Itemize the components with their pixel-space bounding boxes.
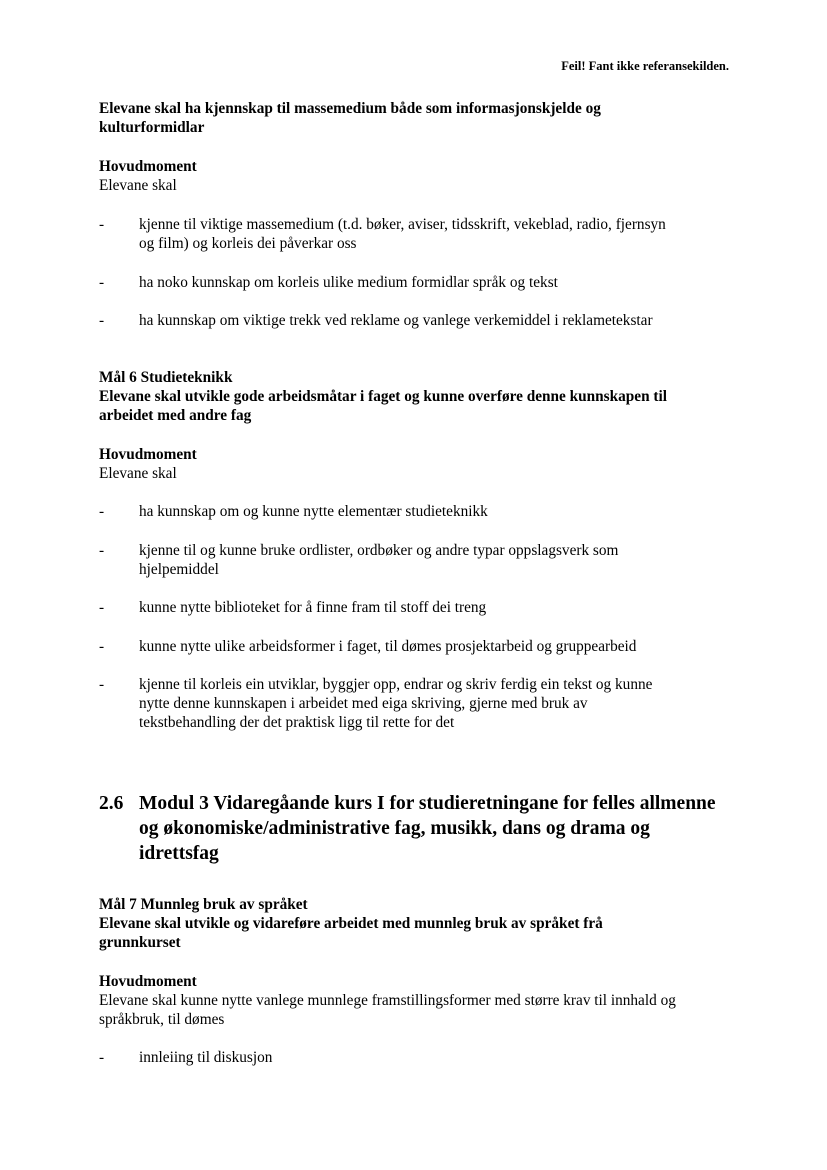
list-dash: - [99, 1049, 105, 1066]
list-item-continuation: nytte denne kunnskapen i arbeidet med eiga skriving, gjerne med bruk av [139, 695, 588, 712]
section-title-line: Modul 3 Vidaregåande kurs I for studieretningane for felles allmenne [139, 793, 716, 814]
goal-statement-line: Elevane skal utvikle gode arbeidsmåtar i faget og kunne overføre denne kunnskapen til [99, 388, 668, 405]
list-item: kunne nytte biblioteket for å finne fram til stoff dei treng [139, 599, 487, 616]
section-title-line: idrettsfag [139, 843, 219, 864]
header-reference-error: Feil! Fant ikke referansekilden. [561, 59, 729, 73]
main-points-heading: Hovudmoment [99, 973, 197, 990]
list-dash: - [99, 638, 105, 655]
goal-title: Mål 7 Munnleg bruk av språket [99, 896, 308, 913]
section-title [139, 791, 716, 866]
list-item: ha noko kunnskap om korleis ulike medium formidlar språk og tekst [139, 274, 558, 291]
intro-text: Elevane skal [99, 177, 177, 194]
list-item-continuation: hjelpemiddel [139, 561, 219, 578]
list-dash: - [99, 599, 105, 616]
intro-text: språkbruk, til dømes [99, 1011, 225, 1028]
list-dash: - [99, 274, 105, 291]
section-title-line: og økonomiske/administrative fag, musikk, dans og drama og [139, 818, 650, 839]
list-item: kunne nytte ulike arbeidsformer i faget, til dømes prosjektarbeid og gruppearbeid [139, 638, 637, 655]
list-dash: - [99, 312, 105, 329]
intro-text: Elevane skal kunne nytte vanlege munnlege framstillingsformer med større krav til innhald og [99, 992, 676, 1009]
list-dash: - [99, 542, 105, 559]
list-item: innleiing til diskusjon [139, 1049, 273, 1066]
list-item: kjenne til viktige massemedium (t.d. bøker, aviser, tidsskrift, vekeblad, radio, fjernsyn [139, 216, 666, 233]
list-item: ha kunnskap om viktige trekk ved reklame og vanlege verkemiddel i reklametekstar [139, 312, 653, 329]
goal-statement-line: grunnkurset [99, 934, 181, 951]
list-item-continuation: og film) og korleis dei påverkar oss [139, 235, 357, 252]
goal-statement-line: Elevane skal ha kjennskap til massemedium både som informasjonskjelde og [99, 100, 601, 117]
list-dash: - [99, 676, 105, 693]
goal-statement-line: Elevane skal utvikle og vidareføre arbeidet med munnleg bruk av språket frå [99, 915, 603, 932]
goal-title: Mål 6 Studieteknikk [99, 369, 233, 386]
goal-statement-line: arbeidet med andre fag [99, 407, 252, 424]
list-dash: - [99, 216, 105, 233]
list-dash: - [99, 503, 105, 520]
intro-text: Elevane skal [99, 465, 177, 482]
main-points-heading: Hovudmoment [99, 158, 197, 175]
list-item: kjenne til korleis ein utviklar, byggjer opp, endrar og skriv ferdig ein tekst og kunne [139, 676, 653, 693]
section-number: 2.6 [99, 793, 124, 814]
goal-statement-line: kulturformidlar [99, 119, 205, 136]
list-item: kjenne til og kunne bruke ordlister, ordbøker og andre typar oppslagsverk som [139, 542, 619, 559]
main-points-heading: Hovudmoment [99, 446, 197, 463]
list-item-continuation: tekstbehandling der det praktisk ligg til rette for det [139, 714, 455, 731]
list-item: ha kunnskap om og kunne nytte elementær studieteknikk [139, 503, 488, 520]
